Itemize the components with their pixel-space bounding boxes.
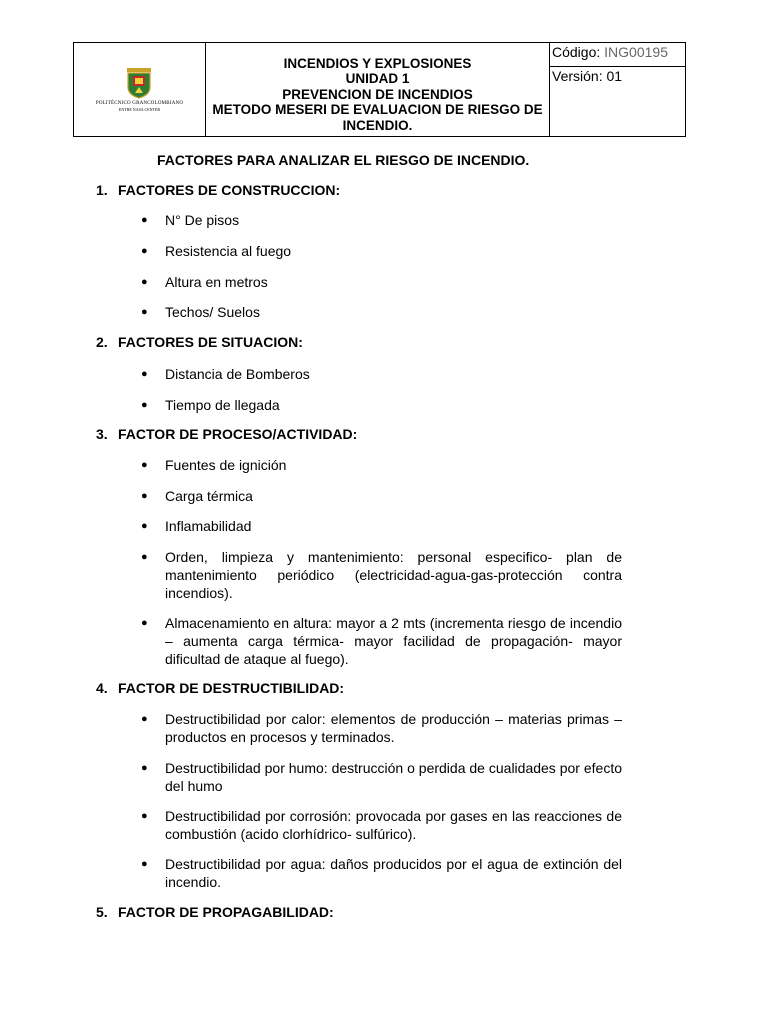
list-item-text: Destructibilidad por agua: daños producidos por el agua de extinción del incendio. <box>165 856 622 890</box>
header-title-block <box>206 43 550 137</box>
list-item-text: Inflamabilidad <box>165 518 252 534</box>
bullet-icon: ● <box>141 399 148 411</box>
section-title: FACTOR DE PROCESO/ACTIVIDAD: <box>118 426 358 442</box>
bullet-icon: ● <box>141 520 148 532</box>
bullet-icon: ● <box>141 490 148 502</box>
codigo-value: ING00195 <box>604 44 668 60</box>
method-title: METODO MESERI DE EVALUACION DE RIESGO DE INCENDIO. <box>212 102 543 133</box>
section-title: FACTOR DE PROPAGABILIDAD: <box>118 904 334 920</box>
list-item <box>141 396 622 414</box>
section-number: 1. <box>96 182 108 198</box>
section-number: 5. <box>96 904 108 920</box>
section-heading <box>96 426 357 442</box>
crest-icon <box>126 67 152 99</box>
list-item <box>141 855 622 891</box>
bullet-icon: ● <box>141 459 148 471</box>
bullet-icon: ● <box>141 276 148 288</box>
main-title: FACTORES PARA ANALIZAR EL RIESGO DE INCENDIO. <box>157 152 530 168</box>
list-item-text: N° De pisos <box>165 212 240 228</box>
list-item <box>141 242 622 260</box>
bullet-icon: ● <box>141 762 148 774</box>
codigo-row <box>550 43 685 67</box>
document-meta <box>550 43 686 137</box>
list-item <box>141 211 622 229</box>
bullet-icon: ● <box>141 551 148 563</box>
list-item <box>141 759 622 795</box>
logo-text: POLITÉCNICO GRANCOLOMBIANO <box>95 101 184 106</box>
section-title: FACTOR DE DESTRUCTIBILIDAD: <box>118 680 345 696</box>
list-item-text: Fuentes de ignición <box>165 457 287 473</box>
bullet-icon: ● <box>141 617 148 629</box>
list-item-text: Destructibilidad por calor: elementos de producción – materias primas – productos en procesos y terminados. <box>165 711 622 745</box>
list-item <box>141 517 622 535</box>
list-item <box>141 273 622 291</box>
document-header <box>73 42 686 137</box>
list-item <box>141 456 622 474</box>
section-heading <box>96 680 344 696</box>
list-item <box>141 487 622 505</box>
bullet-icon: ● <box>141 306 148 318</box>
bullet-icon: ● <box>141 214 148 226</box>
section-number: 2. <box>96 334 108 350</box>
course-title: INCENDIOS Y EXPLOSIONES <box>283 55 472 71</box>
bullet-icon: ● <box>141 368 148 380</box>
list-item-text: Distancia de Bomberos <box>165 366 310 382</box>
list-item-text: Orden, limpieza y mantenimiento: personal especifico- plan de mantenimiento periódico (electricidad-agua-gas-protección contra incendios). <box>165 549 622 601</box>
version-row <box>550 67 685 90</box>
version-label: Versión: 01 <box>552 68 623 84</box>
logo-cell <box>74 43 206 137</box>
section-title: FACTORES DE CONSTRUCCION: <box>118 182 341 198</box>
section-heading <box>96 182 340 198</box>
codigo-label: Código: <box>552 44 601 60</box>
list-item-text: Techos/ Suelos <box>165 304 260 320</box>
list-item-text: Carga térmica <box>165 488 253 504</box>
logo-subtext: ENTRE NASA CENTER <box>118 107 161 112</box>
section-number: 4. <box>96 680 108 696</box>
list-item <box>141 614 622 668</box>
list-item <box>141 807 622 843</box>
list-item-text: Destructibilidad por humo: destrucción o perdida de cualidades por efecto del humo <box>165 760 622 794</box>
list-item <box>141 548 622 602</box>
institution-logo <box>96 67 183 112</box>
bullet-icon: ● <box>141 810 148 822</box>
list-item <box>141 710 622 746</box>
list-item <box>141 303 622 321</box>
topic-title: PREVENCION DE INCENDIOS <box>282 86 473 102</box>
list-item-text: Altura en metros <box>165 274 268 290</box>
section-heading <box>96 334 303 350</box>
list-item-text: Tiempo de llegada <box>165 397 280 413</box>
section-title: FACTORES DE SITUACION: <box>118 334 303 350</box>
list-item-text: Resistencia al fuego <box>165 243 292 259</box>
list-item <box>141 365 622 383</box>
bullet-icon: ● <box>141 713 148 725</box>
section-heading <box>96 904 334 920</box>
list-item-text: Almacenamiento en altura: mayor a 2 mts (incrementa riesgo de incendio – aumenta carga térmica- mayor facilidad de propagación- mayor dificultad de ataque al fuego). <box>165 615 622 667</box>
list-item-text: Destructibilidad por corrosión: provocada por gases en las reacciones de combustión (acido clorhídrico- sulfúrico). <box>165 808 622 842</box>
unit-title: UNIDAD 1 <box>345 71 410 87</box>
bullet-icon: ● <box>141 245 148 257</box>
section-number: 3. <box>96 426 108 442</box>
bullet-icon: ● <box>141 858 148 870</box>
